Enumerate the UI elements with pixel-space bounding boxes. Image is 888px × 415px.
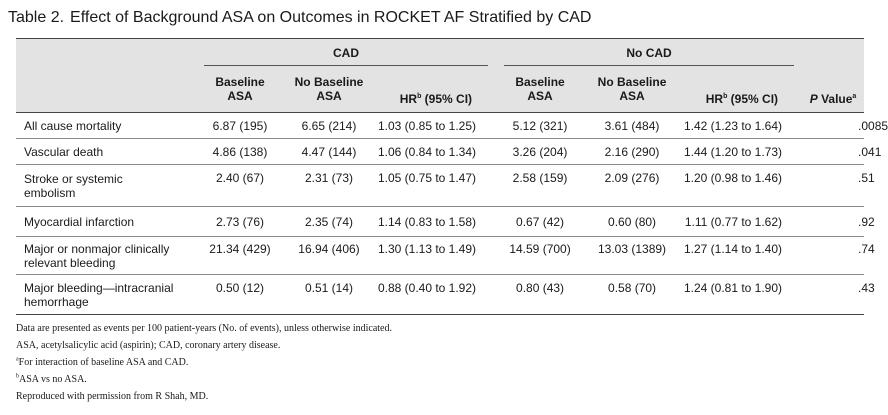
cad-baseline-cell: 2.73 (76)	[196, 207, 284, 237]
cad-baseline-cell: 2.40 (67)	[196, 165, 284, 207]
cad-baseline-cell: 21.34 (429)	[196, 237, 284, 275]
nocad-no-baseline-cell: 2.16 (290)	[584, 139, 680, 165]
cad-no-baseline-cell: 16.94 (406)	[284, 237, 374, 275]
cad-hr-cell: 1.30 (1.13 to 1.49)	[374, 237, 496, 275]
table-row	[16, 139, 864, 165]
p-value-cell: .92	[802, 207, 864, 237]
nocad-hr-cell: 1.44 (1.20 to 1.73)	[680, 139, 802, 165]
p-value-cell: .041	[802, 139, 864, 165]
table-caption: Effect of Background ASA on Outcomes in ROCKET AF Stratified by CAD	[70, 9, 592, 26]
nocad-baseline-asa-header: Baseline ASA	[496, 66, 584, 113]
table-row	[16, 207, 864, 237]
nocad-baseline-cell: 3.26 (204)	[496, 139, 584, 165]
table-row	[16, 275, 864, 315]
cad-baseline-asa-header: Baseline ASA	[196, 66, 284, 113]
cad-baseline-cell: 6.87 (195)	[196, 113, 284, 139]
footnote: $^b$ASA vs no ASA.	[16, 373, 87, 385]
p-value-cell: .0085	[802, 113, 864, 139]
outcomes-table	[16, 38, 888, 315]
nocad-no-baseline-cell: 2.09 (276)	[584, 165, 680, 207]
header-blank	[802, 39, 864, 67]
p-value-cell: .74	[802, 237, 864, 275]
cad-no-baseline-cell: 0.51 (14)	[284, 275, 374, 315]
cad-baseline-cell: 4.86 (138)	[196, 139, 284, 165]
nocad-hr-cell: 1.24 (0.81 to 1.90)	[680, 275, 802, 315]
p-value-cell: .51	[802, 165, 864, 207]
group-no-cad-header: No CAD	[496, 39, 802, 67]
nocad-no-baseline-cell: 0.58 (70)	[584, 275, 680, 315]
cad-hr-cell: 1.06 (0.84 to 1.34)	[374, 139, 496, 165]
nocad-no-baseline-cell: 13.03 (1389)	[584, 237, 680, 275]
cad-hr-cell: 1.03 (0.85 to 1.25)	[374, 113, 496, 139]
cad-no-baseline-cell: 2.31 (73)	[284, 165, 374, 207]
table-number: Table 2.	[8, 9, 65, 26]
footnotes	[16, 320, 392, 405]
cad-hr-header: $HR^b$ (95% CI)	[374, 66, 496, 113]
nocad-hr-header: $HR^b$ (95% CI)	[680, 66, 802, 113]
outcome-label: All cause mortality	[16, 113, 196, 139]
table-row	[16, 113, 864, 139]
cad-no-baseline-cell: 6.65 (214)	[284, 113, 374, 139]
table-title	[8, 9, 591, 27]
nocad-baseline-cell: 5.12 (321)	[496, 113, 584, 139]
nocad-baseline-cell: 2.58 (159)	[496, 165, 584, 207]
nocad-baseline-cell: 14.59 (700)	[496, 237, 584, 275]
outcome-label: Myocardial infarction	[16, 207, 196, 237]
table-row	[16, 165, 864, 207]
group-cad-header: CAD	[196, 39, 496, 67]
nocad-hr-cell: 1.27 (1.14 to 1.40)	[680, 237, 802, 275]
cad-hr-cell: 1.05 (0.75 to 1.47)	[374, 165, 496, 207]
cad-no-baseline-asa-header: No Baseline ASA	[284, 66, 374, 113]
footnote: $^a$For interaction of baseline ASA and CAD.	[16, 356, 189, 368]
cad-hr-cell: 0.88 (0.40 to 1.92)	[374, 275, 496, 315]
outcome-label: Major or nonmajor clinically relevant bleeding	[16, 237, 196, 275]
nocad-hr-cell: 1.11 (0.77 to 1.62)	[680, 207, 802, 237]
nocad-baseline-cell: 0.67 (42)	[496, 207, 584, 237]
nocad-no-baseline-cell: 0.60 (80)	[584, 207, 680, 237]
footnote: ASA, acetylsalicylic acid (aspirin); CAD, coronary artery disease.	[16, 340, 281, 351]
cad-baseline-cell: 0.50 (12)	[196, 275, 284, 315]
outcome-label: Stroke or systemic embolism	[16, 165, 196, 207]
p-value-header: P Value$^a$	[802, 66, 864, 113]
cad-no-baseline-cell: 4.47 (144)	[284, 139, 374, 165]
group-header-row	[16, 39, 864, 67]
header-blank	[16, 39, 196, 67]
footnote: Data are presented as events per 100 patient-years (No. of events), unless otherwise indicated.	[16, 323, 392, 334]
outcome-column-header	[16, 66, 196, 113]
column-header-row	[16, 66, 864, 113]
outcome-label: Vascular death	[16, 139, 196, 165]
outcome-label: Major bleeding—intracranial hemorrhage	[16, 275, 196, 315]
p-value-cell: .43	[802, 275, 864, 315]
nocad-baseline-cell: 0.80 (43)	[496, 275, 584, 315]
footnote: Reproduced with permission from R Shah, MD.	[16, 391, 209, 402]
nocad-hr-cell: 1.42 (1.23 to 1.64)	[680, 113, 802, 139]
nocad-no-baseline-cell: 3.61 (484)	[584, 113, 680, 139]
table-row	[16, 237, 864, 275]
nocad-no-baseline-asa-header: No Baseline ASA	[584, 66, 680, 113]
cad-hr-cell: 1.14 (0.83 to 1.58)	[374, 207, 496, 237]
cad-no-baseline-cell: 2.35 (74)	[284, 207, 374, 237]
nocad-hr-cell: 1.20 (0.98 to 1.46)	[680, 165, 802, 207]
